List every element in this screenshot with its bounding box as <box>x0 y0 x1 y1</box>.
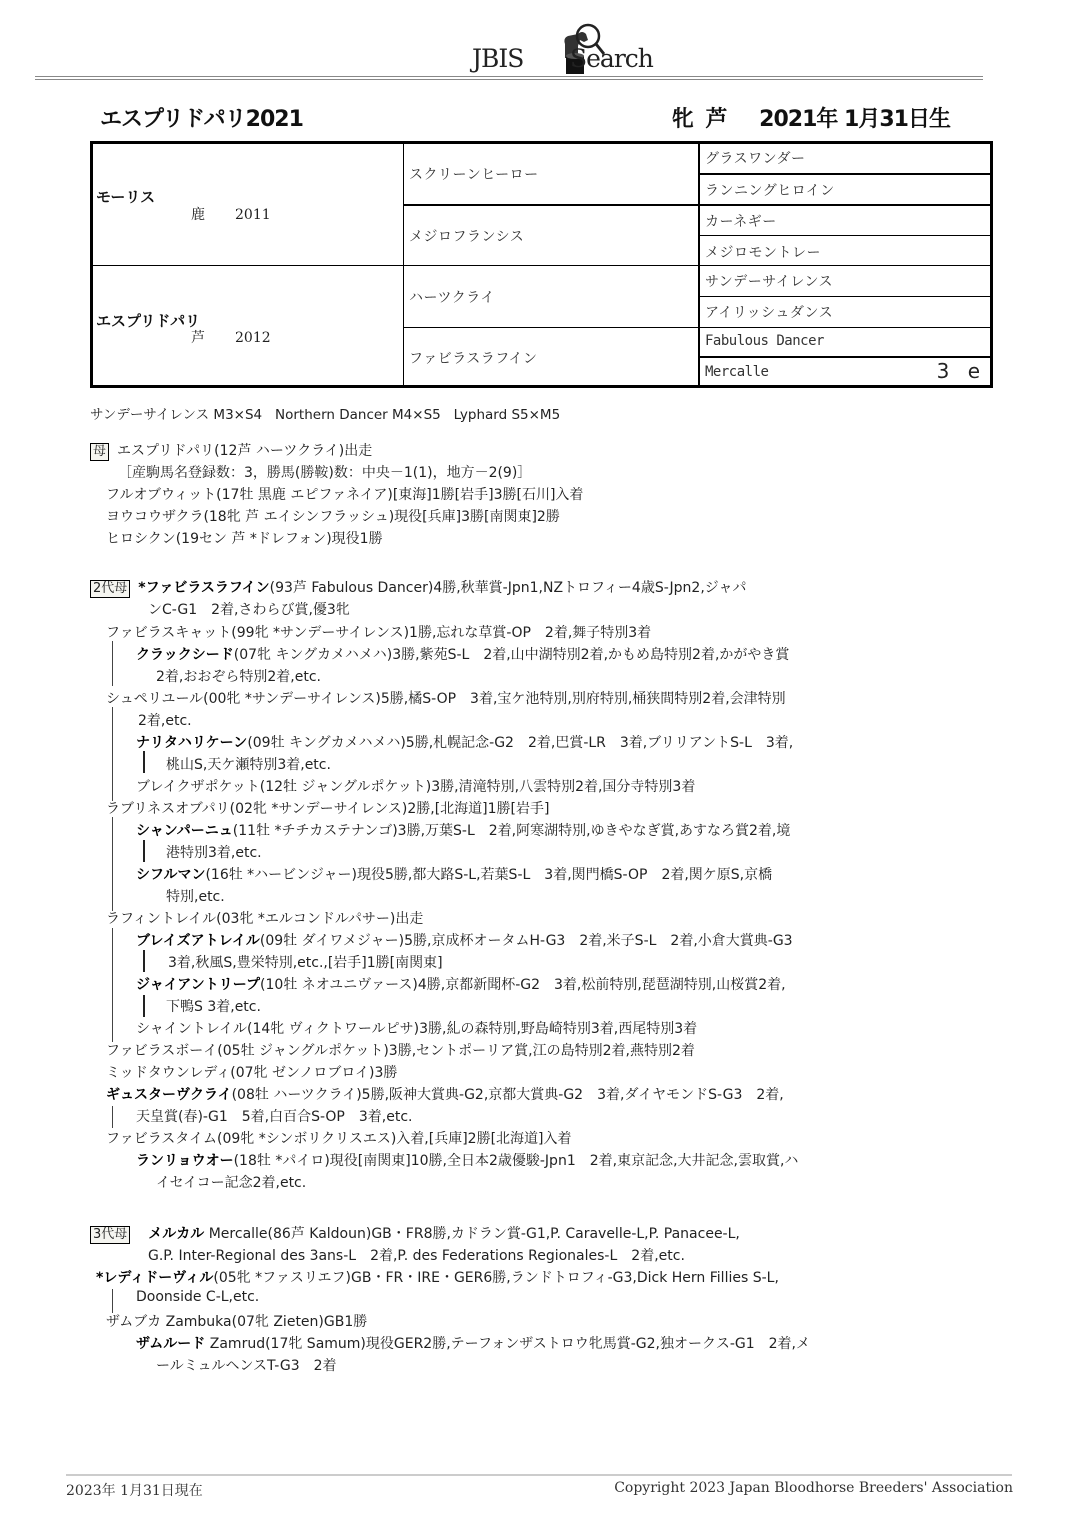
pedigree-sire-sire-cell[interactable] <box>404 144 700 204</box>
descendant-record: G.P. Inter-Regional des 3ans-L 2着,P. des Federations Regionales-L 2着,etc. <box>148 1248 685 1264</box>
dam-year: 2012 <box>235 330 271 346</box>
descendant-record: ファビラスタイム(09牝 *シンボリクリスエス)入着,[兵庫]2勝[北海道]入着 <box>106 1131 572 1147</box>
sire-name: モーリス <box>96 188 156 206</box>
footer-divider <box>66 1474 1012 1476</box>
pedigree-dam-dam-cell[interactable] <box>404 327 700 385</box>
inbreeding-info: サンデーサイレンス M3×S4 Northern Dancer M4×S5 Lyphard S5×M5 <box>90 407 561 423</box>
descendant-record: ールミュルヘンスT-G3 2着 <box>156 1358 337 1374</box>
descendant-name: シフルマン <box>136 867 206 883</box>
pedigree-sire-cell[interactable] <box>93 144 404 265</box>
dam-name: エスプリドパリ <box>96 312 201 330</box>
descendant-record: 2着,etc. <box>138 713 192 729</box>
sire-info <box>191 204 271 224</box>
descendant-record: ザムブカ Zambuka(07牝 Zieten)GB1勝 <box>106 1314 368 1330</box>
tree-line <box>143 995 145 1017</box>
descendant-name: ランリョウオー <box>136 1153 234 1169</box>
descendant-entry[interactable] <box>136 1333 810 1353</box>
descendant-entry[interactable] <box>106 1040 695 1060</box>
descendant-name: ブレイズアトレイル <box>136 933 260 949</box>
g3-name: サンデーサイレンス <box>705 274 834 290</box>
descendant-entry-cont <box>166 754 331 774</box>
descendant-record: シュペリユール(00牝 *サンデーサイレンス)5勝,橘S-OP 3着,宝ケ池特別,別府特別,桶狭間特別2着,会津特別 <box>106 691 786 707</box>
dam-line: ［産駒馬名登録数：3，勝馬(勝鞍)数：中央－1(1)，地方－2(9)］ <box>118 465 532 481</box>
descendant-record: ファビラスボーイ(05牡 ジャングルポケット)3勝,セントポーリア賞,江の島特別2着,燕特別2着 <box>106 1043 695 1059</box>
footer-date: 2023年 1月31日現在 <box>66 1483 203 1499</box>
descendant-record: 特別,etc. <box>166 889 225 905</box>
descendant-record: Zamrud(17牝 Samum)現役GER2勝,テーフォンザストロウ牝馬賞-G2,独オークス-G1 2着,メ <box>205 1336 810 1352</box>
g3-name: Fabulous Dancer <box>705 333 824 349</box>
descendant-entry[interactable] <box>136 820 790 840</box>
tree-line <box>112 641 113 686</box>
descendant-record: (09牡 ダイワメジャー)5勝,京成杯オータムH-G3 2着,米子S-L 2着,小倉大賞典-G3 <box>259 933 793 949</box>
descendant-record: 港特別3着,etc. <box>166 845 262 861</box>
descendant-record: シャイントレイル(14牝 ヴィクトワールピサ)3勝,糺の森特別,野島崎特別3着,西尾特別3着 <box>136 1021 698 1037</box>
descendant-entry[interactable] <box>136 864 772 884</box>
horse-sex: 牝 <box>671 107 693 132</box>
descendant-entry-cont <box>138 710 192 730</box>
descendant-entry-cont <box>156 1172 306 1192</box>
pedigree-dam-cell[interactable] <box>93 265 404 385</box>
header-divider-1 <box>35 76 983 77</box>
dam-line[interactable]: ヒロシクン(19セン 芦 *ドレフォン)現役1勝 <box>106 531 383 547</box>
descendant-entry[interactable] <box>106 1311 367 1331</box>
tree-line <box>112 928 113 1042</box>
descendant-record: ラブリネスオブパリ(02牝 *サンデーサイレンス)2勝,[北海道]1勝[岩手] <box>106 801 550 817</box>
descendant-name: ギュスターヴクライ <box>106 1087 232 1103</box>
descendant-record: 天皇賞(春)-G1 5着,白百合S-OP 3着,etc. <box>136 1109 413 1125</box>
pedigree-g3-cell[interactable] <box>700 204 990 235</box>
descendant-name: シャンパーニュ <box>136 823 233 839</box>
descendant-entry-cont <box>166 996 261 1016</box>
third-dam-name[interactable]: メルカル <box>148 1226 205 1242</box>
pedigree-sire-dam-cell[interactable] <box>404 204 700 265</box>
second-dam-name[interactable]: *ファビラスラフイン <box>138 580 270 596</box>
tree-line <box>112 1289 113 1313</box>
descendant-record: (10牡 ネオユニヴァース)4勝,京都新聞杯-G2 3着,松前特別,琵琶湖特別,山桜賞2着, <box>260 977 786 993</box>
descendant-record: Doonside C-L,etc. <box>136 1289 260 1305</box>
descendant-entry[interactable] <box>136 974 786 994</box>
descendant-entry[interactable] <box>96 1267 779 1287</box>
tree-line <box>143 840 145 862</box>
horse-name: エスプリドパリ2021 <box>100 107 303 132</box>
descendant-record: 3着,秋風S,豊栄特別,etc.,[岩手]1勝[南関東] <box>168 955 443 971</box>
pedigree-g3-cell[interactable] <box>700 296 990 327</box>
pedigree-g3-cell[interactable] <box>700 144 990 173</box>
descendant-entry[interactable] <box>136 776 695 796</box>
descendant-entry-cont <box>156 1355 337 1375</box>
descendant-record: 桃山S,天ケ瀬特別3着,etc. <box>166 757 331 773</box>
dam-info <box>191 327 271 347</box>
third-dam-record: Mercalle(86芦 Kaldoun)GB・FR8勝,カドラン賞-G1,P. Caravelle-L,P. Panacee-L, <box>204 1226 740 1242</box>
descendant-entry[interactable] <box>136 732 793 752</box>
descendant-name: ジャイアントリープ <box>136 977 261 993</box>
descendant-entry[interactable] <box>106 1062 397 1082</box>
descendant-entry[interactable] <box>106 908 423 928</box>
dam-sire-name: ハーツクライ <box>409 290 495 306</box>
descendant-entry[interactable] <box>136 930 793 950</box>
logo-search-text: Search <box>570 44 653 73</box>
dam-line: エスプリドパリ(12芦 ハーツクライ)出走 <box>117 443 373 459</box>
second-dam-record: (93芦 Fabulous Dancer)4勝,秋華賞-Jpn1,NZトロフィー4歳S-Jpn2,ジャパ <box>269 580 747 596</box>
tree-line <box>143 950 145 972</box>
descendant-name: ナリタハリケーン <box>136 735 248 751</box>
tree-line <box>112 817 113 911</box>
descendant-name: クラックシード <box>136 647 234 663</box>
horse-info <box>672 102 950 133</box>
second-dam-record-cont: ンC-G1 2着,さわらび賞,優3牝 <box>148 602 350 618</box>
pedigree-g3-cell[interactable] <box>700 173 990 204</box>
g3-name: メジロモントレー <box>705 245 821 261</box>
sire-year: 2011 <box>235 207 271 223</box>
descendant-entry-cont <box>136 1289 259 1305</box>
descendant-entry-cont <box>148 1245 685 1265</box>
descendant-entry[interactable] <box>106 798 549 818</box>
pedigree-dam-sire-cell[interactable] <box>404 265 700 327</box>
descendant-entry[interactable] <box>136 1150 798 1170</box>
g3-name: ランニングヒロイン <box>705 183 835 199</box>
descendant-record: 2着,おおぞら特別2着,etc. <box>156 669 321 685</box>
sire-sire-name: スクリーンヒーロー <box>409 167 539 183</box>
g3-name: Mercalle <box>705 364 769 380</box>
descendant-entry[interactable] <box>106 688 786 708</box>
g3-name: カーネギー <box>705 214 777 230</box>
descendant-record: イセイコー記念2着,etc. <box>156 1175 307 1191</box>
descendant-record: (18牡 *パイロ)現役[南関東]10勝,全日本2歳優駿-Jpn1 2着,東京記念,大井記念,雲取賞,ハ <box>233 1153 799 1169</box>
dam-label-box: 母 <box>90 443 109 461</box>
logo-jbis-text: JBIS <box>472 44 524 73</box>
pedigree-g3-cell[interactable] <box>700 265 990 296</box>
descendant-record: (08牡 ハーツクライ)5勝,阪神大賞典-G2,京都大賞典-G2 3着,ダイヤモンドS-G3 2着, <box>231 1087 784 1103</box>
family-number: 3 e <box>936 359 986 383</box>
dam-dam-name: ファビラスラフイン <box>409 351 538 367</box>
dam-coat: 芦 <box>191 330 205 346</box>
descendant-record: (09牡 キングカメハメハ)5勝,札幌記念-G2 2着,巴賞-LR 3着,ブリリアントS-L 3着, <box>247 735 794 751</box>
tree-line <box>112 707 113 801</box>
third-dam-label-box: 3代母 <box>90 1226 130 1244</box>
descendant-entry-cont <box>136 1106 413 1126</box>
g3-name: グラスワンダー <box>705 151 806 167</box>
descendant-record: (07牝 キングカメハメハ)3勝,紫苑S-L 2着,山中湖特別2着,かもめ島特別2着,かがやき賞 <box>233 647 790 663</box>
horse-birthdate: 2021年 1月31日生 <box>759 107 950 132</box>
descendant-record: ミッドタウンレディ(07牝 ゼンノロブロイ)3勝 <box>106 1065 398 1081</box>
tree-line <box>112 1106 113 1128</box>
horse-coat: 芦 <box>705 107 727 132</box>
descendant-name: ザムルード <box>136 1336 206 1352</box>
descendant-record: (11牡 *チチカステナンゴ)3勝,万葉S-L 2着,阿寒湖特別,ゆきやなぎ賞,あすなろ賞2着,境 <box>232 823 791 839</box>
descendant-record: ブレイクザポケット(12牡 ジャングルポケット)3勝,清滝特別,八雲特別2着,国分寺特別3着 <box>136 779 696 795</box>
descendant-entry-cont <box>168 952 443 972</box>
descendant-entry[interactable] <box>106 1128 572 1148</box>
descendant-entry-cont <box>166 842 262 862</box>
descendant-record: (16牡 *ハービンジャー)現役5勝,都大路S-L,若葉S-L 3着,関門橋S-OP 2着,関ケ原S,京橋 <box>205 867 773 883</box>
g3-name: アイリッシュダンス <box>705 305 834 321</box>
second-dam-label-box: 2代母 <box>90 580 130 598</box>
tree-line <box>143 751 145 773</box>
descendant-entry[interactable] <box>106 1084 784 1104</box>
descendant-entry-cont <box>156 666 321 686</box>
descendant-record: 下鴨S 3着,etc. <box>166 999 261 1015</box>
horse-title-row <box>100 102 960 136</box>
sire-coat: 鹿 <box>191 207 205 223</box>
dam-line[interactable]: ヨウコウザクラ(18牝 芦 エイシンフラッシュ)現役[兵庫]3勝[南関東]2勝 <box>106 509 560 525</box>
descendant-entry[interactable] <box>106 622 651 642</box>
descendant-record: (05牝 *ファスリエフ)GB・FR・IRE・GER6勝,ランドトロフィ-G3,Dick Hern Fillies S-L, <box>213 1270 779 1286</box>
pedigree-table <box>90 141 993 388</box>
sire-dam-name: メジロフランシス <box>409 229 525 245</box>
header-divider-2 <box>35 79 983 80</box>
pedigree-g3-cell[interactable] <box>700 356 990 385</box>
descendant-record: ファビラスキャット(99牝 *サンデーサイレンス)1勝,忘れな草賞-OP 2着,舞子特別3着 <box>106 625 652 641</box>
dam-line[interactable]: フルオブウィット(17牡 黒鹿 エピファネイア)[東海]1勝[岩手]3勝[石川]入着 <box>106 487 584 503</box>
descendant-record: ラフィントレイル(03牝 *エルコンドルパサー)出走 <box>106 911 424 927</box>
footer-copyright: Copyright 2023 Japan Bloodhorse Breeders' Association <box>614 1480 1013 1496</box>
jbis-search-logo[interactable] <box>470 14 653 73</box>
descendant-entry-cont <box>166 886 225 906</box>
descendant-entry[interactable] <box>136 1018 697 1038</box>
pedigree-g3-cell[interactable] <box>700 235 990 265</box>
pedigree-g3-cell[interactable] <box>700 327 990 356</box>
descendant-entry[interactable] <box>136 644 789 664</box>
descendant-name: *レディドーヴィル <box>96 1270 214 1286</box>
